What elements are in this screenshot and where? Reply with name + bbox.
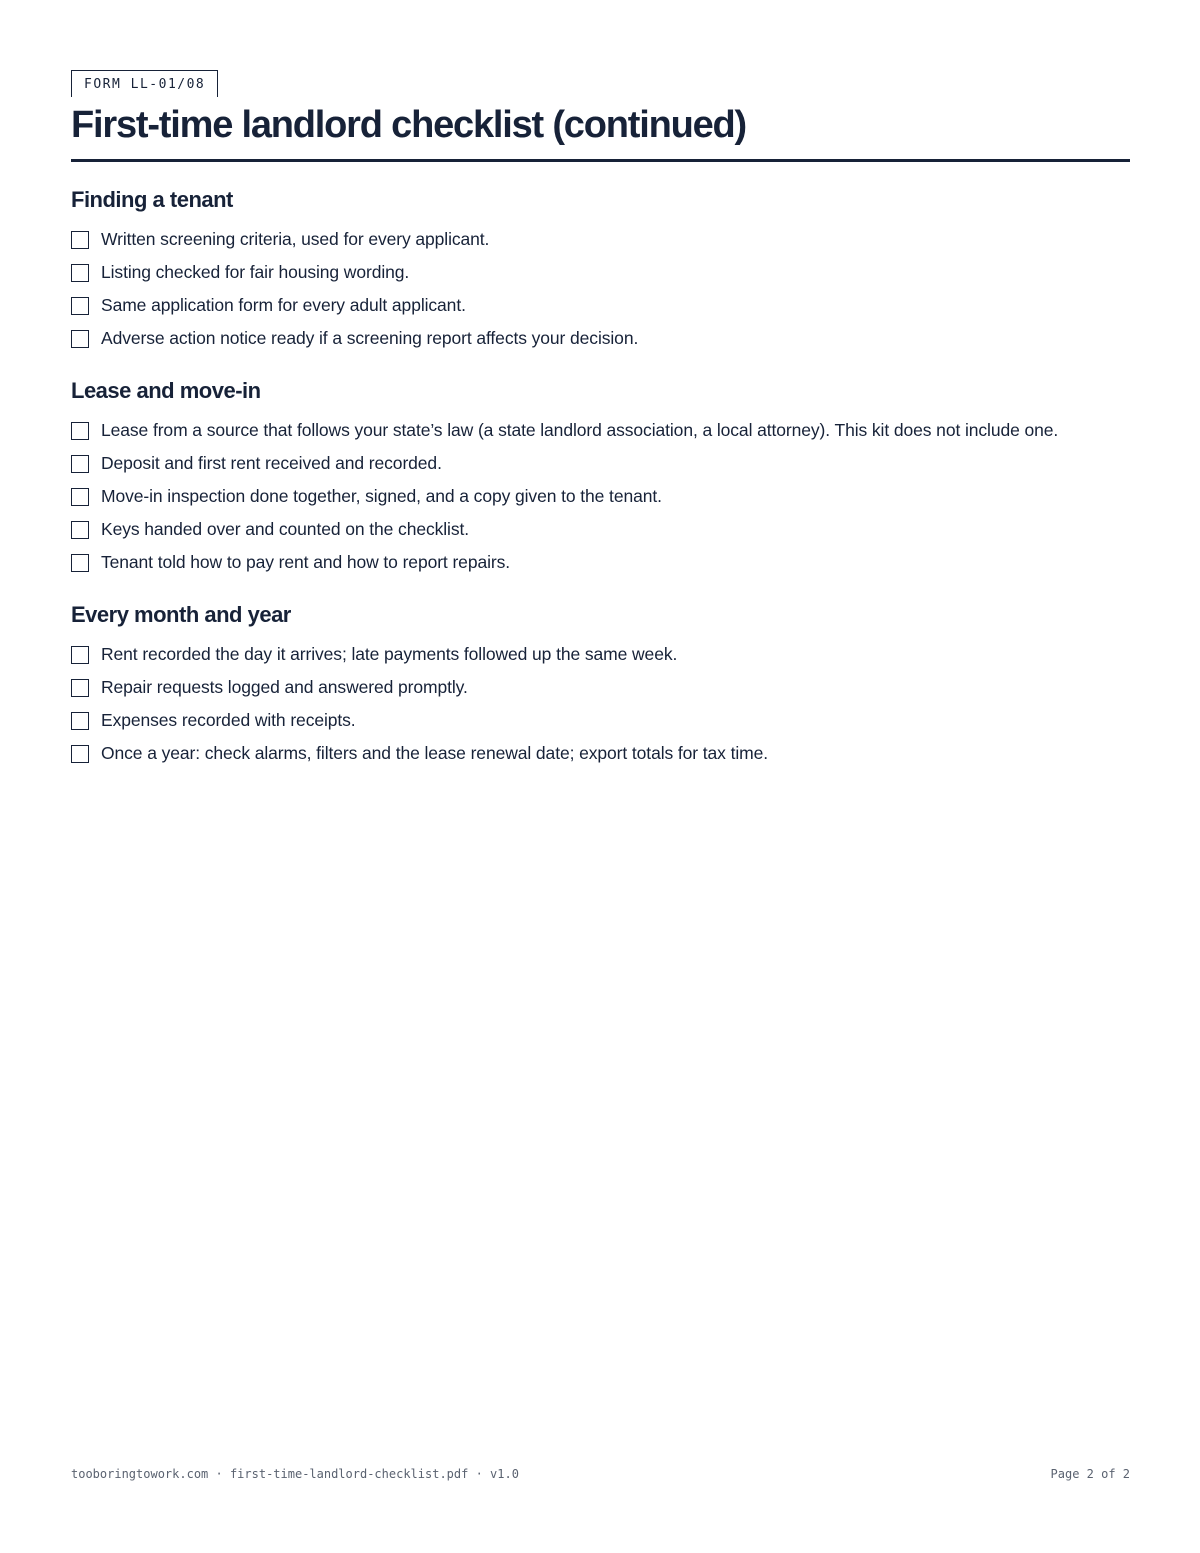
section-heading: Every month and year bbox=[71, 602, 291, 627]
checklist-item-label: Move-in inspection done together, signed, and a copy given to the tenant. bbox=[101, 486, 662, 506]
checkbox[interactable] bbox=[71, 455, 89, 473]
checklist-item-label: Expenses recorded with receipts. bbox=[101, 710, 356, 730]
checkbox[interactable] bbox=[71, 679, 89, 697]
checklist-item-label: Tenant told how to pay rent and how to report repairs. bbox=[101, 552, 511, 572]
footer-page-number: Page 2 of 2 bbox=[1050, 1467, 1130, 1481]
checklist-item-label: Repair requests logged and answered promptly. bbox=[101, 677, 468, 697]
checklist-item bbox=[71, 289, 1130, 322]
checklist-item-label: Listing checked for fair housing wording. bbox=[101, 262, 410, 282]
checklist-item bbox=[71, 704, 1130, 737]
checklist-item bbox=[71, 447, 1130, 480]
section-every-month-and-year bbox=[71, 602, 1130, 770]
checklist bbox=[71, 223, 1130, 355]
checkbox[interactable] bbox=[71, 330, 89, 348]
checklist-item-label: Adverse action notice ready if a screening report affects your decision. bbox=[101, 328, 639, 348]
checklist-item bbox=[71, 638, 1130, 671]
checklist-item bbox=[71, 223, 1130, 256]
document-page bbox=[71, 70, 1130, 770]
checkbox[interactable] bbox=[71, 297, 89, 315]
form-id-tag: FORM LL-01/08 bbox=[71, 70, 218, 97]
checkbox[interactable] bbox=[71, 422, 89, 440]
checklist-item-label: Keys handed over and counted on the checklist. bbox=[101, 519, 470, 539]
checkbox[interactable] bbox=[71, 488, 89, 506]
section-finding-a-tenant bbox=[71, 187, 1130, 355]
checkbox[interactable] bbox=[71, 745, 89, 763]
checklist bbox=[71, 638, 1130, 770]
checklist-item bbox=[71, 513, 1130, 546]
checklist-item-label: Once a year: check alarms, filters and the lease renewal date; export totals for tax time. bbox=[101, 743, 769, 763]
checklist-item bbox=[71, 546, 1130, 579]
checklist-item-label: Same application form for every adult applicant. bbox=[101, 295, 466, 315]
checkbox[interactable] bbox=[71, 264, 89, 282]
title-divider bbox=[71, 159, 1130, 162]
section-heading: Lease and move-in bbox=[71, 378, 261, 403]
checklist-item bbox=[71, 256, 1130, 289]
section-heading: Finding a tenant bbox=[71, 187, 233, 212]
page-title: First-time landlord checklist (continued) bbox=[71, 104, 746, 146]
checklist-item bbox=[71, 671, 1130, 704]
checkbox[interactable] bbox=[71, 231, 89, 249]
checkbox[interactable] bbox=[71, 554, 89, 572]
checkbox[interactable] bbox=[71, 712, 89, 730]
footer-source: tooboringtowork.com · first-time-landlord-checklist.pdf · v1.0 bbox=[71, 1467, 519, 1481]
checklist-item-label: Written screening criteria, used for every applicant. bbox=[101, 229, 490, 249]
checkbox[interactable] bbox=[71, 521, 89, 539]
checklist-item bbox=[71, 480, 1130, 513]
checklist-item-label: Lease from a source that follows your state’s law (a state landlord association, a local attorney). This kit does not include one. bbox=[101, 420, 1059, 440]
checklist-item-label: Rent recorded the day it arrives; late payments followed up the same week. bbox=[101, 644, 678, 664]
checklist bbox=[71, 414, 1130, 579]
page-footer bbox=[71, 1467, 1130, 1481]
checklist-item bbox=[71, 322, 1130, 355]
checklist-item bbox=[71, 414, 1130, 447]
checklist-item bbox=[71, 737, 1130, 770]
section-lease-and-move-in bbox=[71, 378, 1130, 579]
checkbox[interactable] bbox=[71, 646, 89, 664]
checklist-item-label: Deposit and first rent received and recorded. bbox=[101, 453, 442, 473]
